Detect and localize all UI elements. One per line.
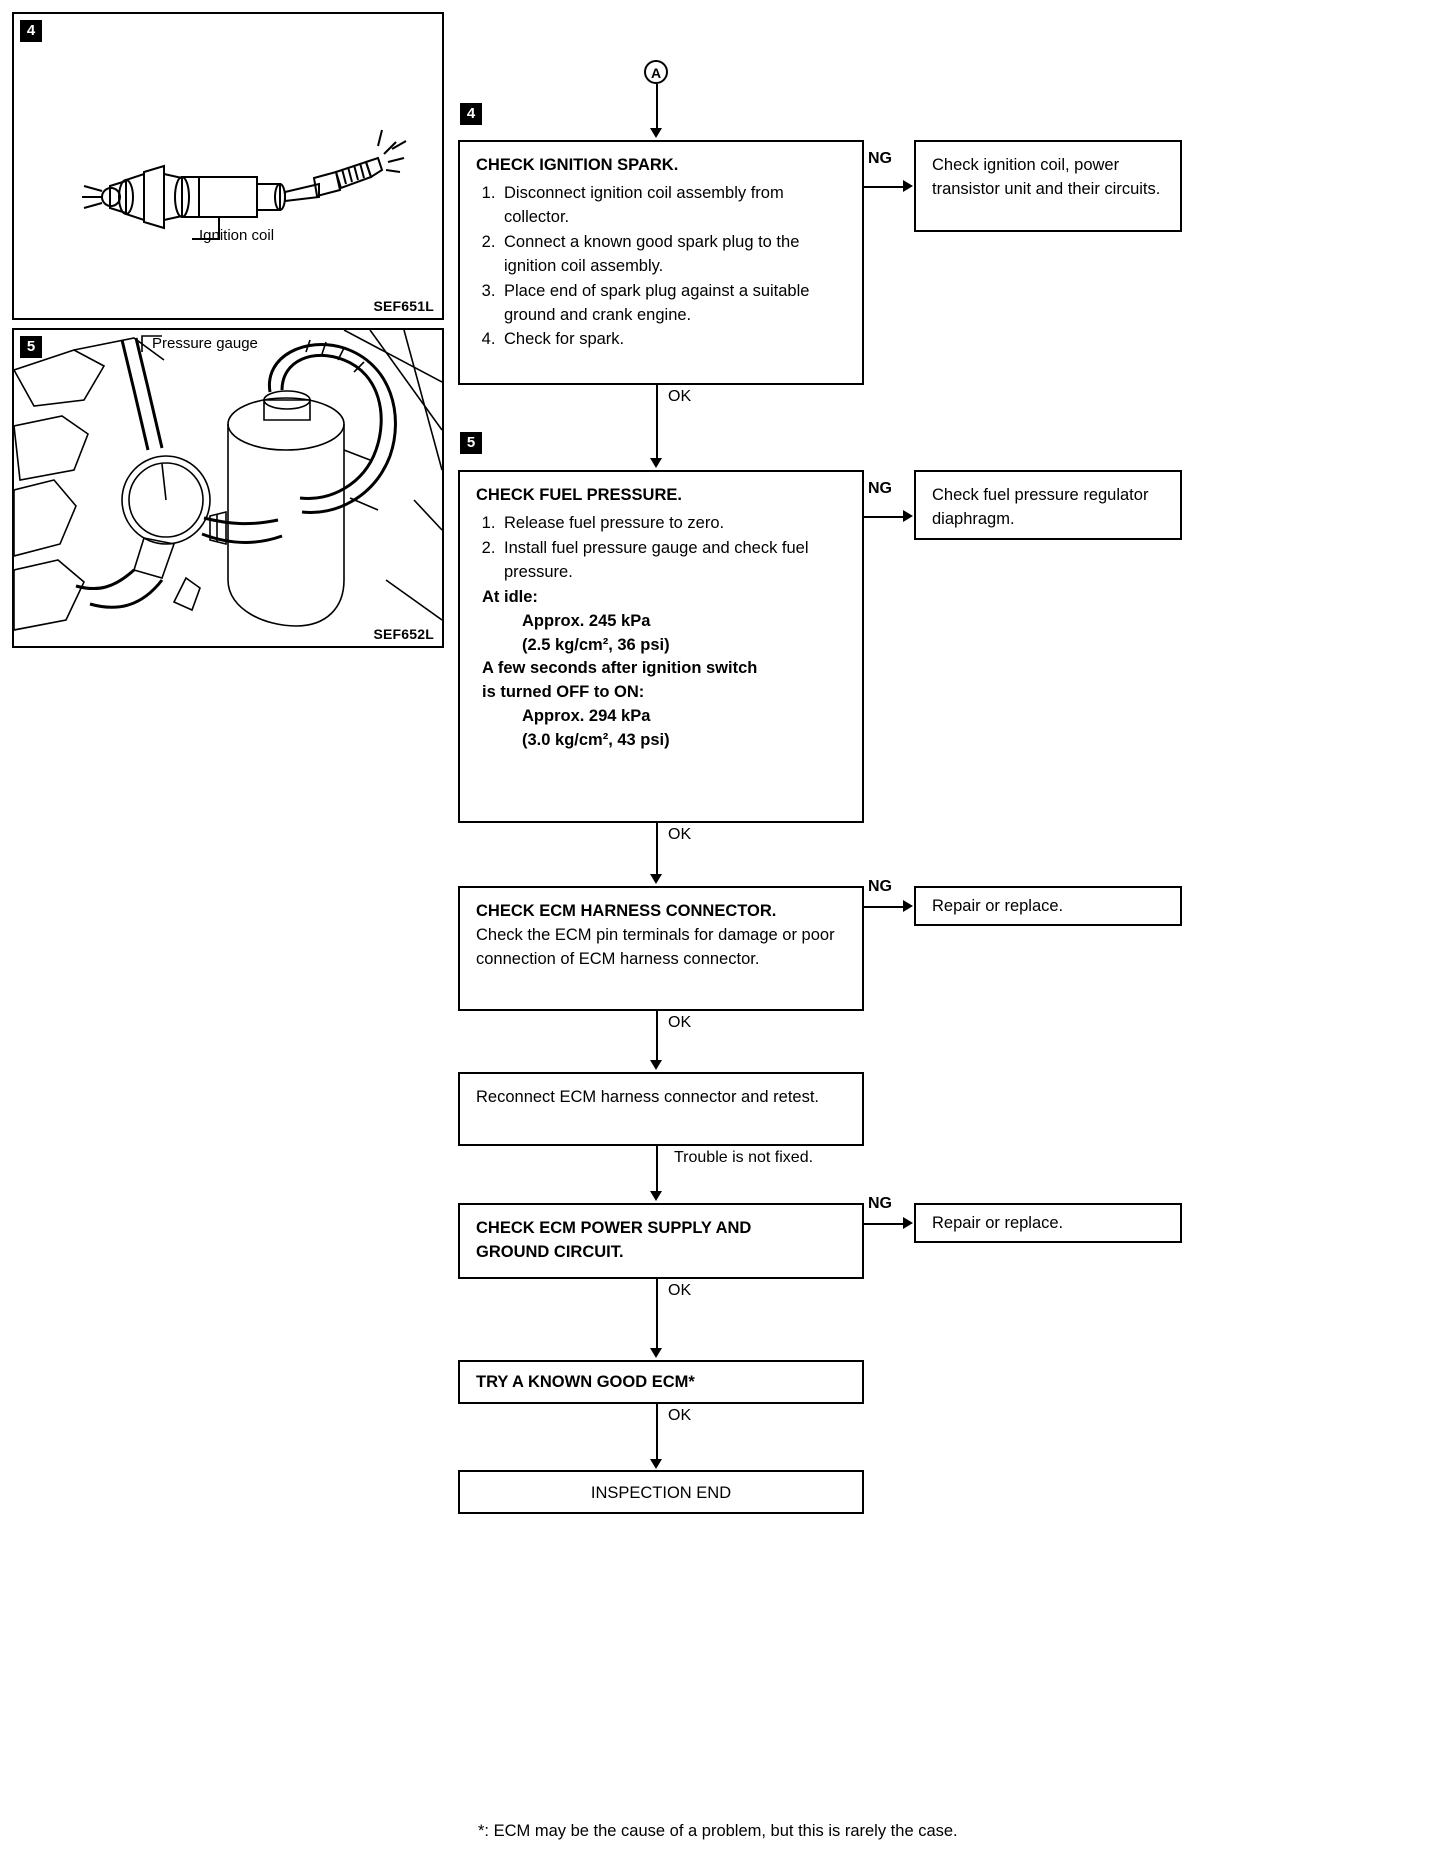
flow-arrow-entry xyxy=(650,128,662,138)
box-title-check-ignition-spark: CHECK IGNITION SPARK. xyxy=(476,156,679,174)
flow-label-ok-4: OK xyxy=(668,1282,692,1299)
flow-arrow-ng-3 xyxy=(903,900,913,912)
box-steps-check-fuel-pressure xyxy=(476,512,848,585)
step-item: 1. Release fuel pressure to zero. xyxy=(500,512,848,536)
illustration-badge-4: 4 xyxy=(20,20,42,42)
box-text-ng-check-ignition-coil: Check ignition coil, power transistor unit and their circuits. xyxy=(932,156,1161,198)
box-check-ecm-harness-connector xyxy=(458,886,864,1011)
box-title-check-ecm-power-supply-line2: GROUND CIRCUIT. xyxy=(476,1242,624,1261)
box-steps-check-ignition-spark xyxy=(476,182,848,352)
step-item: 2. Install fuel pressure gauge and check fuel pressure. xyxy=(500,537,848,585)
box-title-check-fuel-pressure: CHECK FUEL PRESSURE. xyxy=(476,486,682,504)
box-ng-check-ignition-coil xyxy=(914,140,1182,232)
box-inspection-end xyxy=(458,1470,864,1514)
box-ng-repair-or-replace-2 xyxy=(914,1203,1182,1243)
step-item: 2. Connect a known good spark plug to the ignition coil assembly. xyxy=(500,231,848,279)
flow-arrow-ok-1 xyxy=(650,458,662,468)
spec-value-idle-alt: (2.5 kg/cm², 36 psi) xyxy=(522,635,670,654)
box-text-inspection-end: INSPECTION END xyxy=(590,1484,732,1502)
box-ng-check-fuel-pressure-regulator xyxy=(914,470,1182,540)
box-text-reconnect-ecm-harness: Reconnect ECM harness connector and retest. xyxy=(476,1088,820,1106)
flow-label-ng-2: NG xyxy=(868,480,892,497)
flow-arrow-ok-3 xyxy=(650,1060,662,1070)
illustration-callout-ignition-coil: Ignition coil xyxy=(199,227,275,244)
box-try-known-good-ecm xyxy=(458,1360,864,1404)
ignition-coil-drawing xyxy=(14,14,442,318)
spec-value-switch-alt: (3.0 kg/cm², 43 psi) xyxy=(522,731,670,750)
flow-arrow-ng-2 xyxy=(903,510,913,522)
box-title-check-ecm-power-supply-line1: CHECK ECM POWER SUPPLY AND xyxy=(476,1219,752,1237)
box-reconnect-ecm-harness xyxy=(458,1072,864,1146)
spec-label-at-idle: At idle: xyxy=(482,587,538,606)
illustration-callout-pressure-gauge: Pressure gauge xyxy=(152,335,258,352)
box-check-ignition-spark xyxy=(458,140,864,385)
figure-code-sef652l: SEF652L xyxy=(373,626,434,642)
illustration-panel-pressure-gauge xyxy=(12,328,444,648)
box-text-ng-repair-or-replace-2: Repair or replace. xyxy=(932,1214,1064,1232)
flow-arrow-ok-4 xyxy=(650,1348,662,1358)
step-item: 4. Check for spark. xyxy=(500,328,848,352)
box-check-fuel-pressure xyxy=(458,470,864,823)
flow-step-badge-4: 4 xyxy=(460,103,482,125)
flow-line-ok-3 xyxy=(656,1011,658,1067)
flow-arrow-trouble-not-fixed xyxy=(650,1191,662,1201)
step-item: 1. Disconnect ignition coil assembly from collector. xyxy=(500,182,848,230)
flow-line-ok-1 xyxy=(656,385,658,465)
step-item: 3. Place end of spark plug against a suitable ground and crank engine. xyxy=(500,280,848,328)
flow-label-ng-4: NG xyxy=(868,1195,892,1212)
flow-line-ng-2 xyxy=(864,516,908,518)
flow-arrow-ng-1 xyxy=(903,180,913,192)
flow-arrow-ok-2 xyxy=(650,874,662,884)
flow-arrow-ok-5 xyxy=(650,1459,662,1469)
box-title-check-ecm-harness-connector: CHECK ECM HARNESS CONNECTOR. xyxy=(476,902,777,920)
flow-line-entry xyxy=(656,84,658,132)
flow-step-badge-5: 5 xyxy=(460,432,482,454)
flow-line-ng-4 xyxy=(864,1223,908,1225)
flow-label-ok-3: OK xyxy=(668,1014,692,1031)
flow-label-ng-1: NG xyxy=(868,150,892,167)
spec-value-switch-kpa: Approx. 294 kPa xyxy=(522,707,651,726)
box-ng-repair-or-replace-1 xyxy=(914,886,1182,926)
spec-label-switch-line2: is turned OFF to ON: xyxy=(482,683,645,702)
flow-line-ng-3 xyxy=(864,906,908,908)
figure-code-sef651l: SEF651L xyxy=(373,298,434,314)
box-text-ng-check-fuel-pressure-regulator: Check fuel pressure regulator diaphragm. xyxy=(932,486,1149,528)
fuel-pressure-gauge-photo-drawing xyxy=(14,330,442,646)
flow-label-ng-3: NG xyxy=(868,878,892,895)
box-text-ng-repair-or-replace-1: Repair or replace. xyxy=(932,897,1064,915)
footnote-ecm: *: ECM may be the cause of a problem, but this is rarely the case. xyxy=(478,1822,958,1840)
spec-value-idle-kpa: Approx. 245 kPa xyxy=(522,611,651,630)
box-body-check-ecm-harness-connector: Check the ECM pin terminals for damage or poor connection of ECM harness connector. xyxy=(476,925,835,968)
flow-label-ok-1: OK xyxy=(668,388,692,405)
flow-entry-marker-a: A xyxy=(644,60,668,84)
flow-line-ok-2 xyxy=(656,823,658,881)
flow-line-ok-5 xyxy=(656,1404,658,1466)
illustration-badge-5: 5 xyxy=(20,336,42,358)
flow-line-ok-4 xyxy=(656,1279,658,1355)
box-title-try-known-good-ecm: TRY A KNOWN GOOD ECM* xyxy=(476,1373,695,1391)
flow-label-ok-5: OK xyxy=(668,1407,692,1424)
spec-label-switch-line1: A few seconds after ignition switch xyxy=(482,659,758,678)
flow-label-trouble-not-fixed: Trouble is not fixed. xyxy=(674,1149,814,1166)
flow-label-ok-2: OK xyxy=(668,826,692,843)
illustration-panel-ignition-coil xyxy=(12,12,444,320)
box-check-ecm-power-supply xyxy=(458,1203,864,1279)
flow-arrow-ng-4 xyxy=(903,1217,913,1229)
flow-line-ng-1 xyxy=(864,186,908,188)
